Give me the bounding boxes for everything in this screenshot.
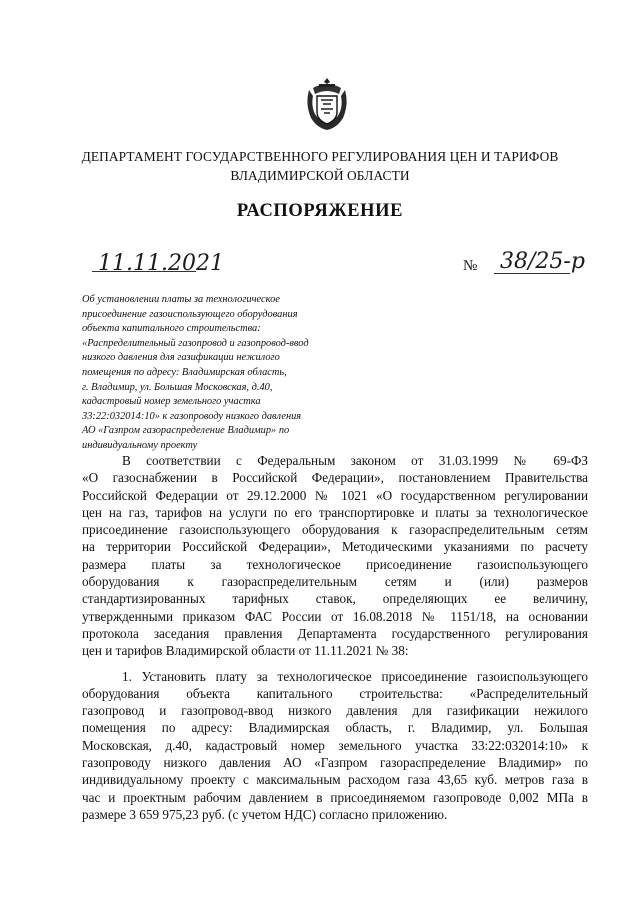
item-1-line: индивидуальному проекту с максимальным расходом газа 43,65 куб. метров газа в [82,772,588,788]
subject-line: объекта капитального строительства: [82,323,261,335]
item-1-line: 1. Установить плату за технологическое присоединение газоиспользующего [122,668,588,684]
preamble-line: «О газоснабжении в Российской Федерации», постановлением Правительства [82,470,588,486]
item-1-paragraph [82,668,588,824]
subject-line: АО «Газпром газораспределение Владимир» по [82,425,290,437]
preamble-paragraph [82,452,588,660]
department-name-line2: ВЛАДИМИРСКОЙ ОБЛАСТИ [230,168,410,183]
subject-line: индивидуальному проекту [82,439,198,451]
item-1-line: газопровод и газопровод-ввод низкого давления для газификации нежилого [82,703,588,719]
item-1-line: оборудования объекта капитального строительства: «Распределительный [82,685,588,701]
preamble-line: на территории Российской Федерации», Методическими указаниями по расчету [82,539,588,555]
preamble-line: стандартизированных тарифных ставок, определяющих ее величину, [82,591,588,607]
subject-line: Об установлении платы за технологическое [82,294,280,305]
subject-line: помещения по адресу: Владимирская область, [82,366,287,378]
preamble-line: Российской Федерации от 29.12.2000 № 1021 «О государственном регулировании [82,487,588,503]
preamble-line: В соответствии с Федеральным законом от 31.03.1999 № 69-ФЗ [122,453,588,468]
subject-line: низкого давления для газификации нежилого [82,352,280,364]
preamble-line: утвержденными приказом ФАС России от 16.08.2018 № 1151/18, на основании [82,608,588,624]
item-1-line: размере 3 659 975,23 руб. (с учетом НДС) согласно приложению. [82,806,448,822]
department-name-line1: ДЕПАРТАМЕНТ ГОСУДАРСТВЕННОГО РЕГУЛИРОВАНИЯ ЦЕН И ТАРИФОВ [81,149,559,164]
item-1-line: помещения по адресу: Владимирская область, г. Владимир, ул. Большая [82,720,588,736]
preamble-line: размера платы за технологическое присоединение газоиспользующего [82,556,588,572]
subject-line: присоединение газоиспользующего оборудования [82,308,298,320]
document-date: 11.11.2021 [98,251,224,276]
number-sign: № [463,258,478,274]
item-1-line: час и проектным рабочим давлением в присоединяемом газопроводе 0,002 МПа в [82,789,588,805]
date-underline [92,271,196,272]
preamble-line: цен и тарифов Владимирской области от 11.11.2021 № 38: [82,643,409,659]
item-1-line: Московская, д.40, кадастровый номер земельного участка 33:22:032014:10» к [82,737,588,753]
number-underline [494,273,570,274]
document-number: 38/25-р [500,249,585,274]
subject-line: 33:22:032014:10» к газопроводу низкого давления [82,410,302,422]
document-title: РАСПОРЯЖЕНИЕ [236,201,404,221]
coat-of-arms-icon [305,76,349,132]
item-1-line: газопроводу низкого давления АО «Газпром газораспределение Владимир» по [82,755,588,771]
subject-line: г. Владимир, ул. Большая Московская, д.40, [82,381,273,393]
preamble-line: цен на газ, тарифов на услуги по его транспортировке и платы за технологическое [82,504,588,520]
preamble-line: присоединение газоиспользующего оборудования к газораспределительным сетям [82,522,588,538]
document-body [82,452,588,823]
preamble-line: оборудования к газораспределительным сетям и (или) размеров [82,574,588,590]
document-subject [82,293,402,454]
preamble-line: протокола заседания правления Департамента государственного регулирования [82,625,588,641]
subject-line: «Распределительный газопровод и газопровод-ввод [82,337,309,349]
subject-line: кадастровый номер земельного участка [82,396,261,408]
